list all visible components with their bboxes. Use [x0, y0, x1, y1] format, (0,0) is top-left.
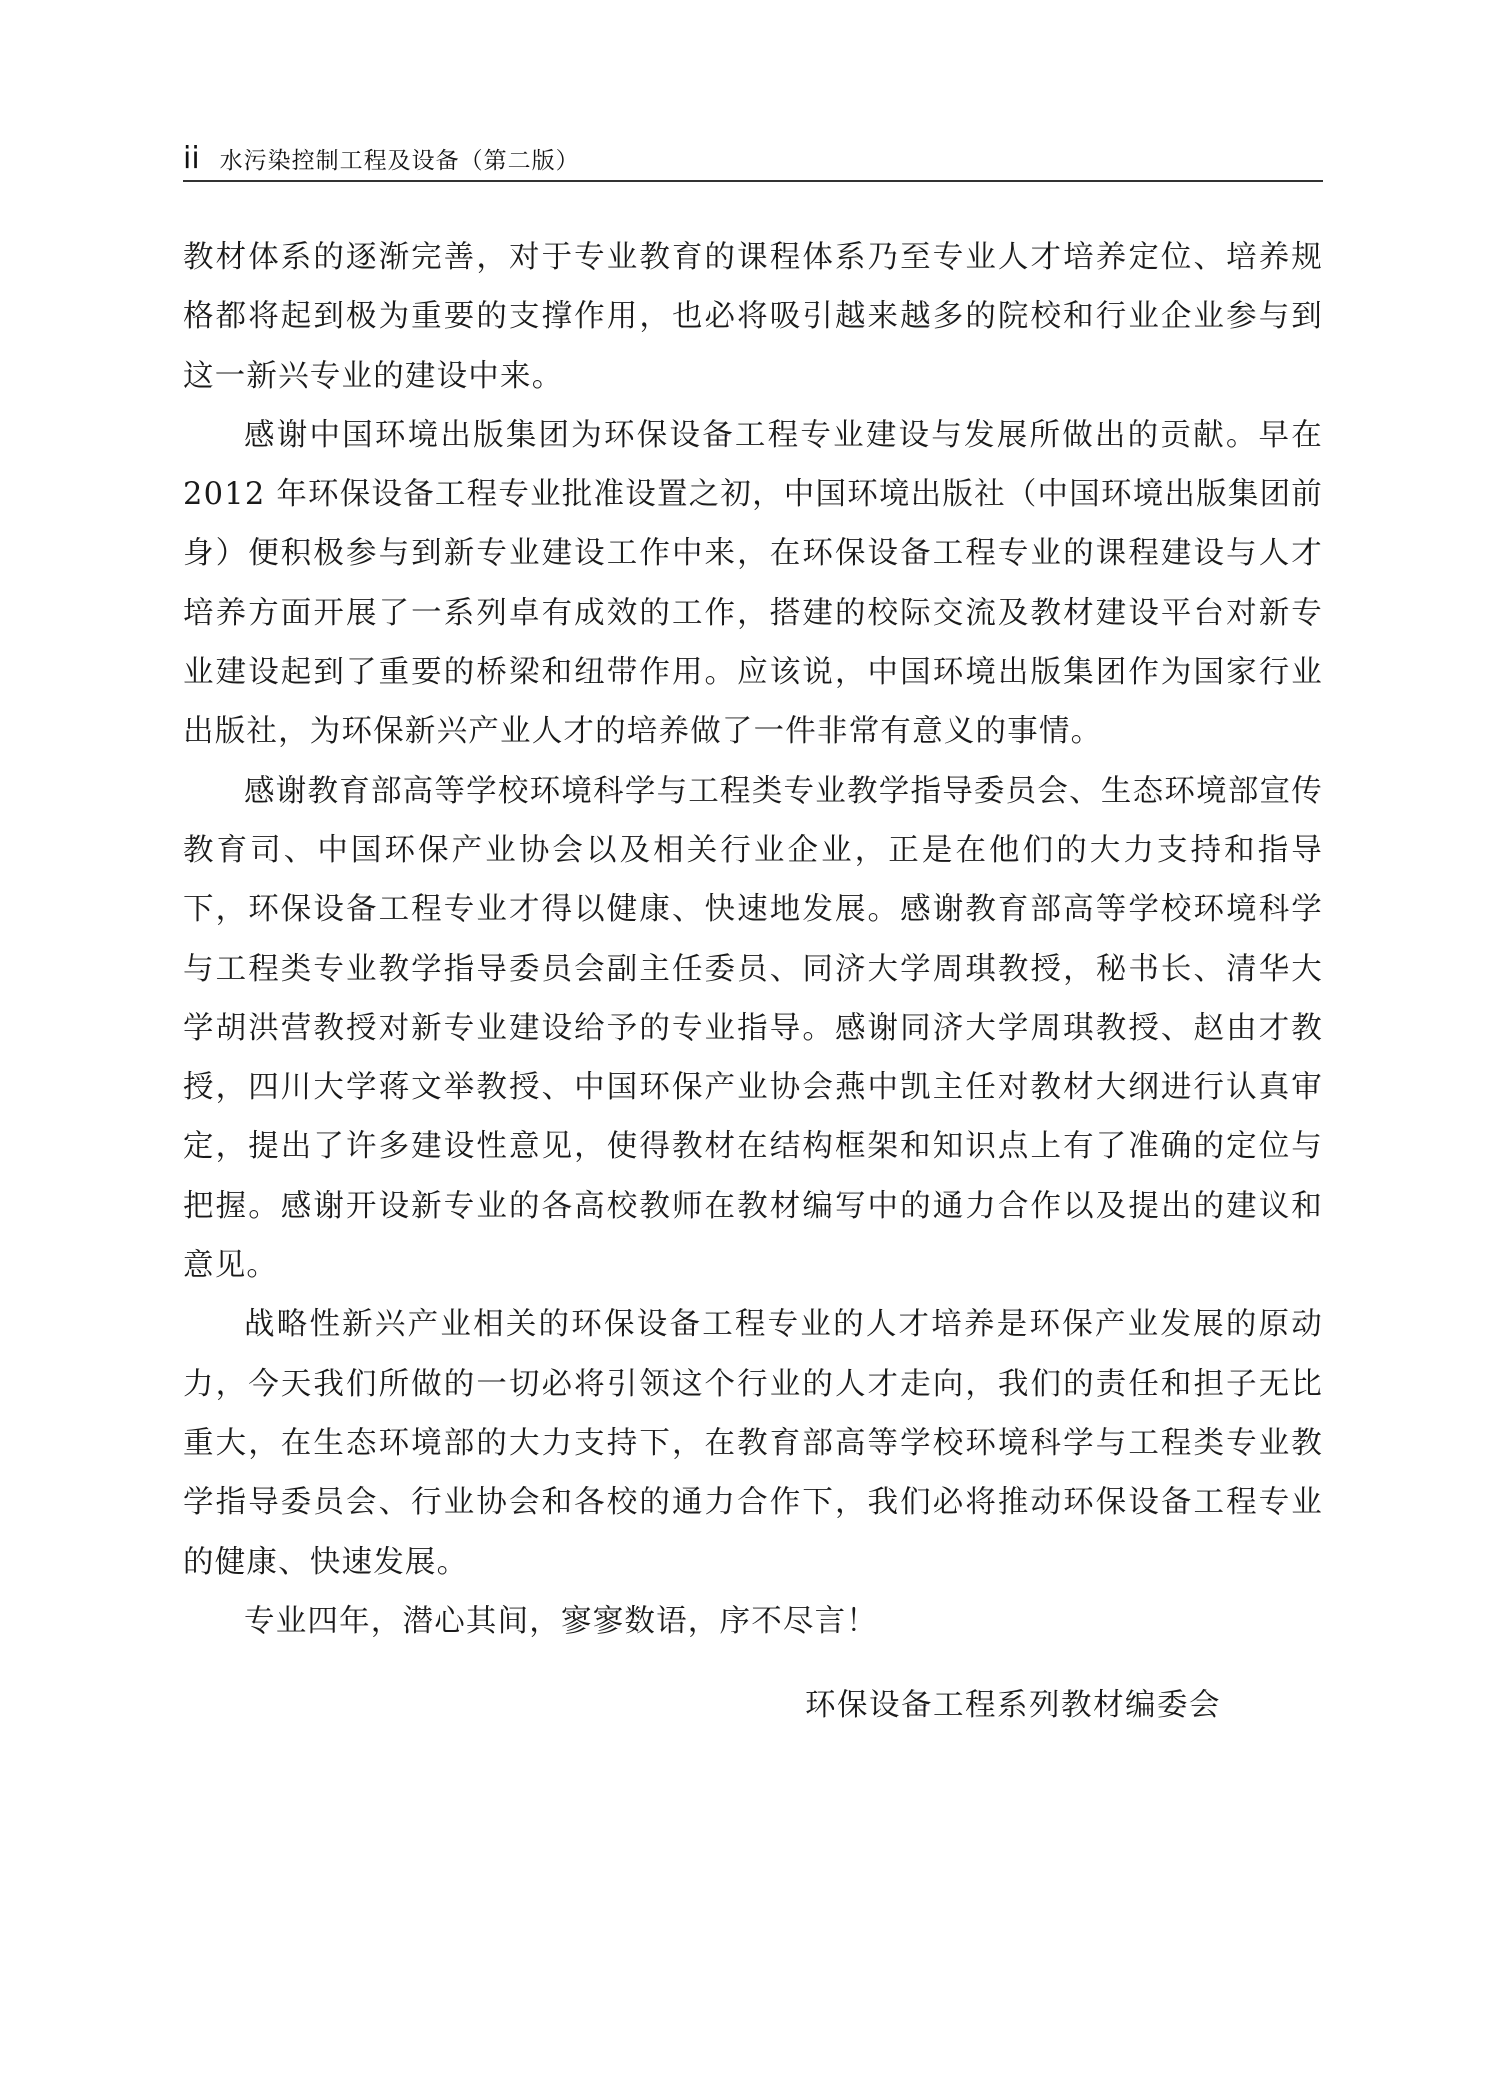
body-text	[183, 228, 1323, 1651]
paragraph-continuation: 教材体系的逐渐完善，对于专业教育的课程体系乃至专业人才培养定位、培养规格都将起到极为重要的支撑作用，也必将吸引越来越多的院校和行业企业参与到这一新兴专业的建设中来。	[183, 240, 1323, 394]
paragraph-thanks-publisher: 感谢中国环境出版集团为环保设备工程专业建设与发展所做出的贡献。早在 2012 年环保设备工程专业批准设置之初，中国环境出版社（中国环境出版集团前身）便积极参与到新专业建设工作中来，在环保设备工程专业的课程建设与人才培养方面开展了一系列卓有成效的工作，搭建的校际交流及教材建设平台对新专业建设起到了重要的桥梁和纽带作用。应该说，中国环境出版集团作为国家行业出版社，为环保新兴产业人才的培养做了一件非常有意义的事情。	[183, 417, 1323, 750]
signature: 环保设备工程系列教材编委会	[805, 1688, 1221, 1723]
running-header	[183, 138, 1323, 182]
page-number: ii	[183, 141, 200, 176]
paragraph-thanks-committee: 感谢教育部高等学校环境科学与工程类专业教学指导委员会、生态环境部宣传教育司、中国环保产业协会以及相关行业企业，正是在他们的大力支持和指导下，环保设备工程专业才得以健康、快速地发展。感谢教育部高等学校环境科学与工程类专业教学指导委员会副主任委员、同济大学周琪教授，秘书长、清华大学胡洪营教授对新专业建设给予的专业指导。感谢同济大学周琪教授、赵由才教授，四川大学蒋文举教授、中国环保产业协会燕中凯主任对教材大纲进行认真审定，提出了许多建设性意见，使得教材在结构框架和知识点上有了准确的定位与把握。感谢开设新专业的各高校教师在教材编写中的通力合作以及提出的建议和意见。	[183, 773, 1323, 1284]
paragraph-outlook: 战略性新兴产业相关的环保设备工程专业的人才培养是环保产业发展的原动力，今天我们所做的一切必将引领这个行业的人才走向，我们的责任和担子无比重大，在生态环境部的大力支持下，在教育部高等学校环境科学与工程类专业教学指导委员会、行业协会和各校的通力合作下，我们必将推动环保设备工程专业的健康、快速发展。	[183, 1307, 1323, 1580]
paragraph-closing: 专业四年，潜心其间，寥寥数语，序不尽言！	[244, 1603, 878, 1639]
book-title: 水污染控制工程及设备（第二版）	[219, 148, 580, 174]
